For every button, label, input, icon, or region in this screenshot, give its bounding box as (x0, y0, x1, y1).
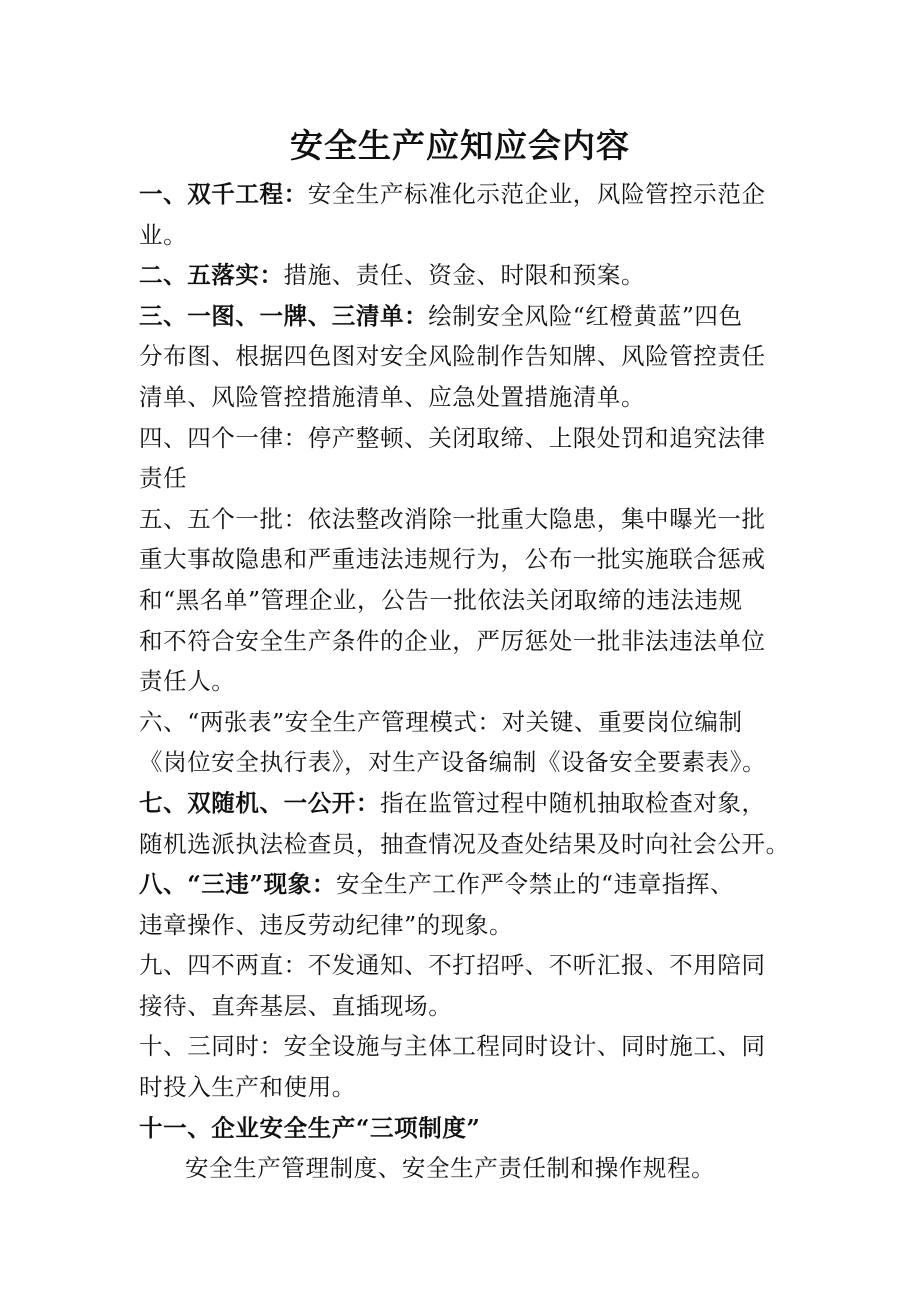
item-text: 四、四个一律：停产整顿、关闭取缔、上限处罚和追究法律 (139, 423, 766, 452)
item-text: 九、四不两直：不发通知、不打招呼、不听汇报、不用陪同 (139, 951, 766, 980)
item-text: 重大事故隐患和严重违法违规行为，公布一批实施联合惩戒 (139, 545, 766, 574)
item-5 (139, 499, 799, 702)
item-text: 分布图、根据四色图对安全风险制作告知牌、风险管控责任 (139, 342, 766, 371)
item-heading: 一、双千工程： (139, 180, 308, 208)
item-text: 随机选派执法检查员，抽查情况及查处结果及时向社会公开。 (139, 829, 790, 858)
item-text: 责任 (139, 464, 188, 493)
item-heading: 二、五落实： (139, 261, 284, 290)
item-text: 指在监管过程中随机抽取检查对象， (380, 788, 766, 817)
document-body (139, 174, 799, 1189)
item-text: 业。 (139, 220, 188, 249)
item-heading: 三、一图、一牌、三清单： (139, 301, 429, 330)
section-eleven-body: 安全生产管理制度、安全生产责任制和操作规程。 (185, 1154, 716, 1183)
item-3 (139, 296, 799, 418)
item-text: 清单、风险管控措施清单、应急处置措施清单。 (139, 382, 646, 411)
item-text: 安全生产工作严令禁止的“违章指挥、 (335, 870, 735, 899)
item-text: 和不符合安全生产条件的企业，严厉惩处一批非法违法单位 (139, 626, 766, 655)
item-text: 绘制安全风险“红橙黄蓝”四色 (428, 301, 743, 330)
item-7 (139, 783, 799, 864)
item-1 (139, 174, 799, 255)
item-text: 六、“两张表”安全生产管理模式：对关键、重要岗位编制 (139, 707, 743, 736)
item-text: 措施、责任、资金、时限和预案。 (283, 261, 646, 290)
item-text: 十、三同时：安全设施与主体工程同时设计、同时施工、同 (139, 1032, 766, 1061)
item-text: 安全生产标准化示范企业，风险管控示范企 (307, 180, 766, 208)
item-heading: 七、双随机、一公开： (139, 788, 380, 817)
document-title: 安全生产应知应会内容 (290, 126, 630, 165)
section-eleven-heading (139, 1108, 799, 1149)
item-9 (139, 945, 799, 1026)
item-text: 五、五个一批：依法整改消除一批重大隐患，集中曝光一批 (139, 504, 766, 533)
item-8 (139, 864, 799, 945)
item-2 (139, 255, 799, 296)
item-4 (139, 418, 799, 499)
item-text: 接待、直奔基层、直插现场。 (139, 991, 453, 1020)
item-text: 《岗位安全执行表》，对生产设备编制《设备安全要素表》。 (139, 748, 767, 777)
item-text: 违章操作、违反劳动纪律”的现象。 (139, 910, 514, 939)
item-text: 责任人。 (139, 667, 236, 696)
item-text: 和“黑名单”管理企业，公告一批依法关闭取缔的违法违规 (139, 585, 743, 614)
item-10 (139, 1026, 799, 1107)
item-6 (139, 702, 799, 783)
item-text: 时投入生产和使用。 (139, 1073, 356, 1102)
item-heading: 十一、企业安全生产“三项制度” (139, 1113, 481, 1142)
item-heading: 八、“三违”现象： (139, 870, 336, 899)
